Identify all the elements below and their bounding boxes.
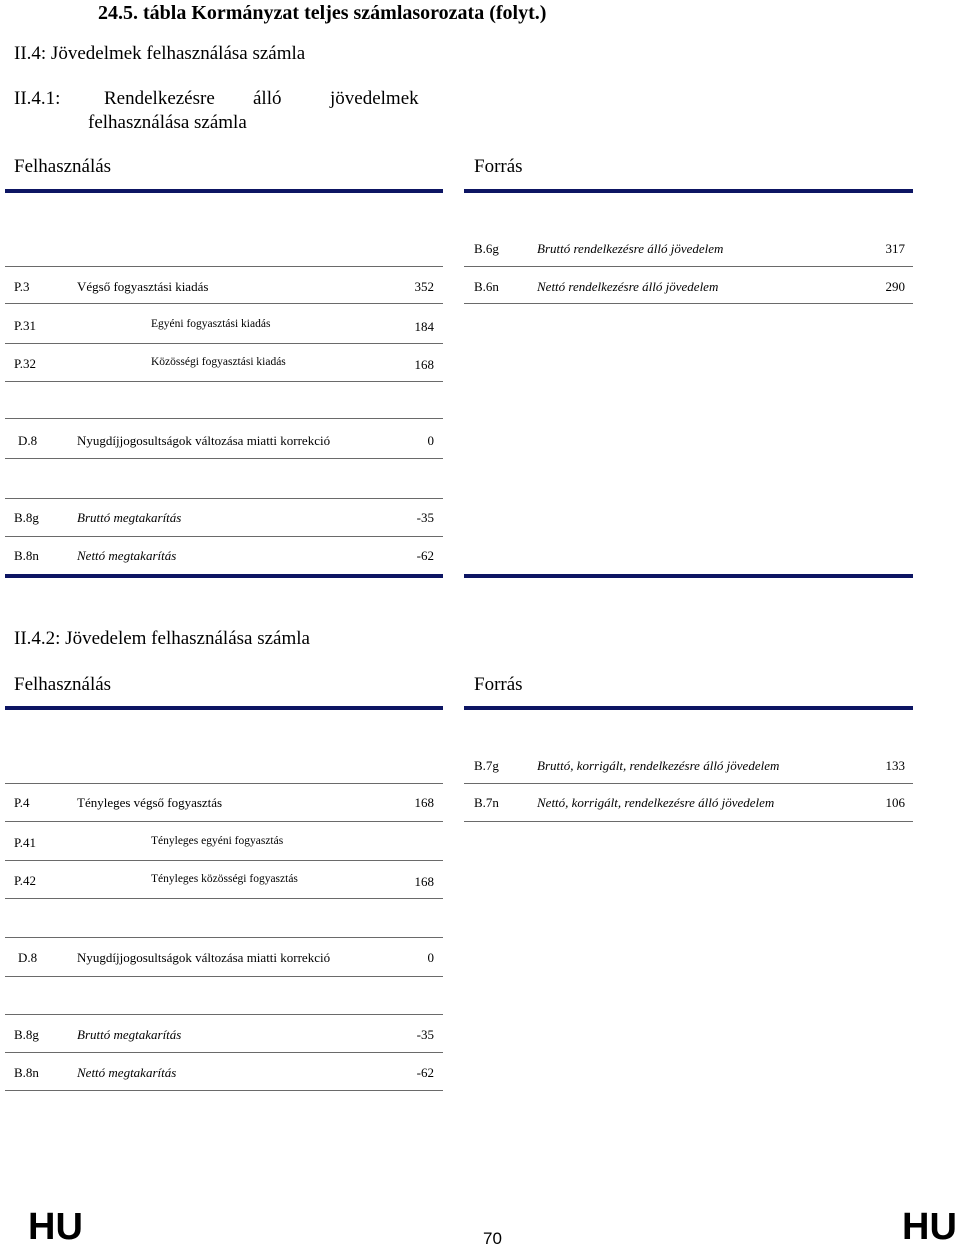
row-code: D.8 xyxy=(18,433,38,448)
row-divider xyxy=(5,266,443,267)
row-value: 106 xyxy=(885,795,905,810)
page-title: 24.5. tábla Kormányzat teljes számlasorozata (folyt.) xyxy=(98,2,547,24)
row-label: Nyugdíjjogosultságok változása miatti korrekció xyxy=(77,950,331,965)
row-label: Tényleges egyéni fogyasztás xyxy=(151,835,284,847)
row-divider xyxy=(5,821,443,822)
row-divider xyxy=(5,343,443,344)
row-code: D.8 xyxy=(18,950,38,965)
row-code: P.42 xyxy=(14,873,37,888)
left-column-head-2: Felhasználás xyxy=(14,674,112,695)
page-number: 70 xyxy=(483,1229,502,1248)
row-code: B.8n xyxy=(14,1065,39,1080)
row-value: 290 xyxy=(885,279,905,294)
row-code: P.41 xyxy=(14,835,37,850)
subsection-1-title-word-1: II.4.1: xyxy=(14,88,61,109)
row-divider xyxy=(464,303,913,304)
row-divider xyxy=(5,937,443,938)
row-label: Közösségi fogyasztási kiadás xyxy=(151,356,286,368)
row-label: Nettó, korrigált, rendelkezésre álló jövedelem xyxy=(537,795,775,810)
row-code: P.3 xyxy=(14,279,30,294)
row-value: 133 xyxy=(885,758,905,773)
row-label: Nettó megtakarítás xyxy=(77,548,177,563)
row-divider xyxy=(5,976,443,977)
left-head-rule-1 xyxy=(5,189,443,193)
row-divider xyxy=(5,1014,443,1015)
row-value: -62 xyxy=(416,1065,434,1080)
row-label: Egyéni fogyasztási kiadás xyxy=(151,318,271,330)
row-value: -35 xyxy=(416,510,434,525)
footer-country-right: HU xyxy=(902,1206,957,1248)
row-label: Végső fogyasztási kiadás xyxy=(77,279,209,294)
row-value: -35 xyxy=(416,1027,434,1042)
row-divider xyxy=(5,303,443,304)
row-label: Tényleges végső fogyasztás xyxy=(77,795,223,810)
row-value: 168 xyxy=(414,795,434,810)
row-value: 317 xyxy=(885,241,905,256)
row-code: B.6g xyxy=(474,241,499,256)
subsection-1-title-word-3: álló xyxy=(253,88,282,109)
row-value: 168 xyxy=(414,357,434,372)
row-value: -62 xyxy=(416,548,434,563)
row-divider xyxy=(5,783,443,784)
left-foot-rule-1 xyxy=(5,574,443,578)
right-column-head-1: Forrás xyxy=(474,156,523,177)
row-divider xyxy=(5,860,443,861)
row-label: Nettó rendelkezésre álló jövedelem xyxy=(537,279,719,294)
row-divider xyxy=(5,898,443,899)
row-value: 0 xyxy=(427,950,434,965)
row-code: B.8g xyxy=(14,1027,39,1042)
row-divider xyxy=(5,536,443,537)
row-divider xyxy=(5,418,443,419)
row-code: P.32 xyxy=(14,356,37,371)
left-column-head-1: Felhasználás xyxy=(14,156,112,177)
row-code: B.8n xyxy=(14,548,39,563)
row-label: Bruttó, korrigált, rendelkezésre álló jövedelem xyxy=(537,758,780,773)
subsection-1-title-word-2: Rendelkezésre xyxy=(104,88,215,109)
row-label: Nettó megtakarítás xyxy=(77,1065,177,1080)
row-divider xyxy=(464,266,913,267)
row-code: P.31 xyxy=(14,318,37,333)
left-head-rule-2 xyxy=(5,706,443,710)
row-label: Bruttó megtakarítás xyxy=(77,1027,182,1042)
row-value: 184 xyxy=(414,319,434,334)
right-foot-rule-1 xyxy=(464,574,913,578)
row-divider xyxy=(5,381,443,382)
row-divider xyxy=(5,458,443,459)
row-label: Bruttó rendelkezésre álló jövedelem xyxy=(537,241,724,256)
row-code: B.8g xyxy=(14,510,39,525)
row-label: Nyugdíjjogosultságok változása miatti korrekció xyxy=(77,433,331,448)
row-divider xyxy=(464,821,913,822)
subsection-1-title-word-4: jövedelmek xyxy=(330,88,419,109)
row-code: B.7g xyxy=(474,758,499,773)
row-divider xyxy=(5,1090,443,1091)
row-value: 0 xyxy=(427,433,434,448)
row-code: B.6n xyxy=(474,279,499,294)
row-divider xyxy=(464,783,913,784)
row-code: P.4 xyxy=(14,795,30,810)
row-divider xyxy=(5,498,443,499)
right-head-rule-2 xyxy=(464,706,913,710)
section-title: II.4: Jövedelmek felhasználása számla xyxy=(14,43,306,64)
footer-country-left: HU xyxy=(28,1206,83,1248)
subsection-2-title: II.4.2: Jövedelem felhasználása számla xyxy=(14,628,310,649)
right-column-head-2: Forrás xyxy=(474,674,523,695)
row-divider xyxy=(5,1052,443,1053)
subsection-1-title-line-2: felhasználása számla xyxy=(88,112,247,133)
row-label: Tényleges közösségi fogyasztás xyxy=(151,873,298,885)
row-code: B.7n xyxy=(474,795,499,810)
row-value: 352 xyxy=(414,279,434,294)
right-head-rule-1 xyxy=(464,189,913,193)
row-label: Bruttó megtakarítás xyxy=(77,510,182,525)
row-value: 168 xyxy=(414,874,434,889)
